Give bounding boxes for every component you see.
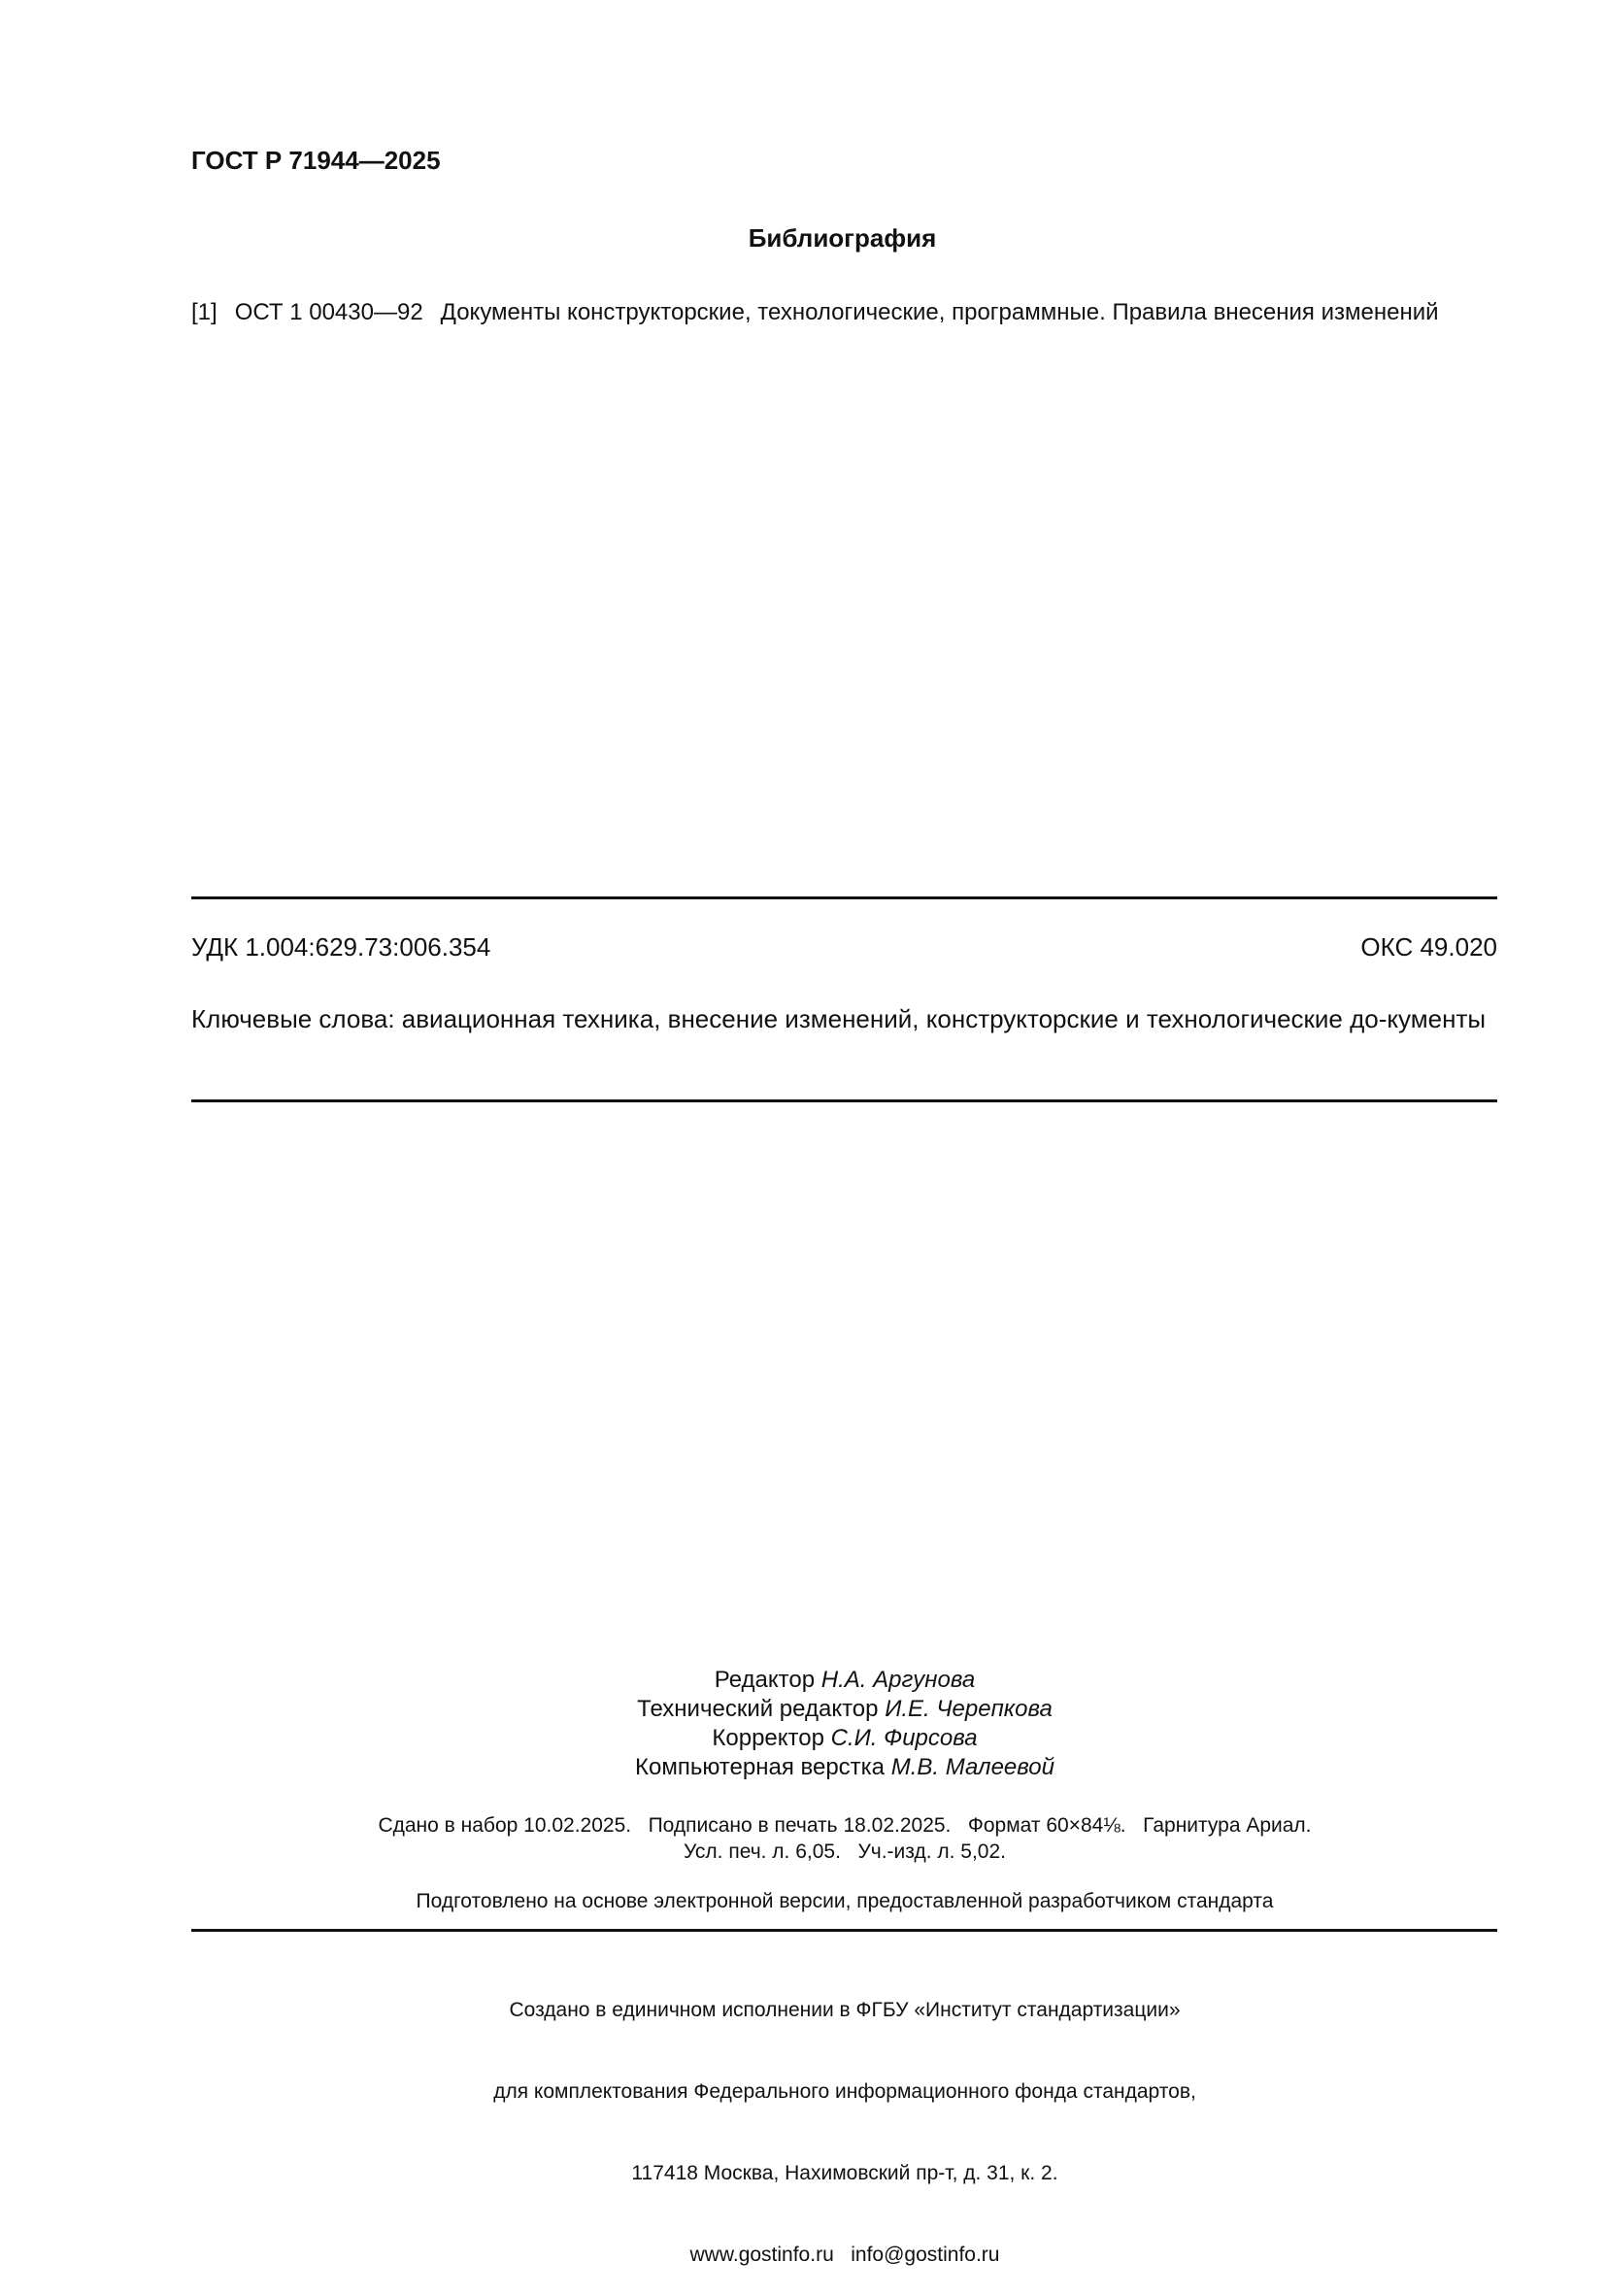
bibliography-title: Библиография: [748, 223, 937, 253]
editor-line: [0, 1666, 1606, 1695]
credits-block: [0, 1666, 1606, 1782]
publisher-line2: для комплектования Федерального информационного фонда стандартов,: [493, 2080, 1196, 2103]
print-info: [0, 1812, 1606, 1865]
bibliography-entry-code: ОСТ 1 00430—92: [234, 299, 423, 325]
tech-editor-name: И.Е. Черепкова: [885, 1696, 1053, 1722]
udk-code: УДК 1.004:629.73:006.354: [191, 932, 491, 962]
tech-editor-label: Технический редактор: [637, 1696, 879, 1722]
editor-name: Н.А. Аргунова: [820, 1667, 976, 1693]
corrector-line: [0, 1724, 1606, 1753]
bibliography-entry: [191, 299, 1439, 326]
divider-footer: [191, 1929, 1497, 1932]
publisher-line1: Создано в единичном исполнении в ФГБУ «Институт стандартизации»: [509, 1999, 1181, 2021]
layout-name: М.В. Малеевой: [890, 1754, 1054, 1780]
bibliography-entry-text: Документы конструкторские, технологические, программные. Правила внесения изменений: [440, 299, 1439, 325]
layout-label: Компьютерная верстка: [635, 1754, 886, 1780]
divider-bottom: [191, 1099, 1497, 1102]
publisher-line3: 117418 Москва, Нахимовский пр-т, д. 31, к. 2.: [631, 2162, 1058, 2184]
keywords: Ключевые слова: авиационная техника, внесение изменений, конструкторские и технологические до-кументы: [191, 1004, 1487, 1033]
corrector-name: С.И. Фирсова: [830, 1725, 978, 1751]
print-info-line2: Усл. печ. л. 6,05. Уч.-изд. л. 5,02.: [683, 1840, 1006, 1863]
bibliography-entry-index: [1]: [191, 299, 217, 325]
tech-editor-line: [0, 1695, 1606, 1724]
layout-line: [0, 1753, 1606, 1782]
editor-label: Редактор: [714, 1667, 816, 1693]
oks-code: ОКС 49.020: [1360, 932, 1497, 962]
publisher-line4: www.gostinfo.ru info@gostinfo.ru: [689, 2244, 1000, 2266]
print-info-line1: Сдано в набор 10.02.2025. Подписано в печать 18.02.2025. Формат 60×84⅛. Гарнитура Ариал.: [378, 1814, 1312, 1837]
corrector-label: Корректор: [712, 1725, 824, 1751]
publisher-info: [0, 1942, 1606, 2296]
prepared-note: Подготовлено на основе электронной версии, предоставленной разработчиком стандарта: [416, 1890, 1274, 1912]
divider-top: [191, 896, 1497, 899]
document-code: ГОСТ Р 71944—2025: [191, 146, 441, 175]
